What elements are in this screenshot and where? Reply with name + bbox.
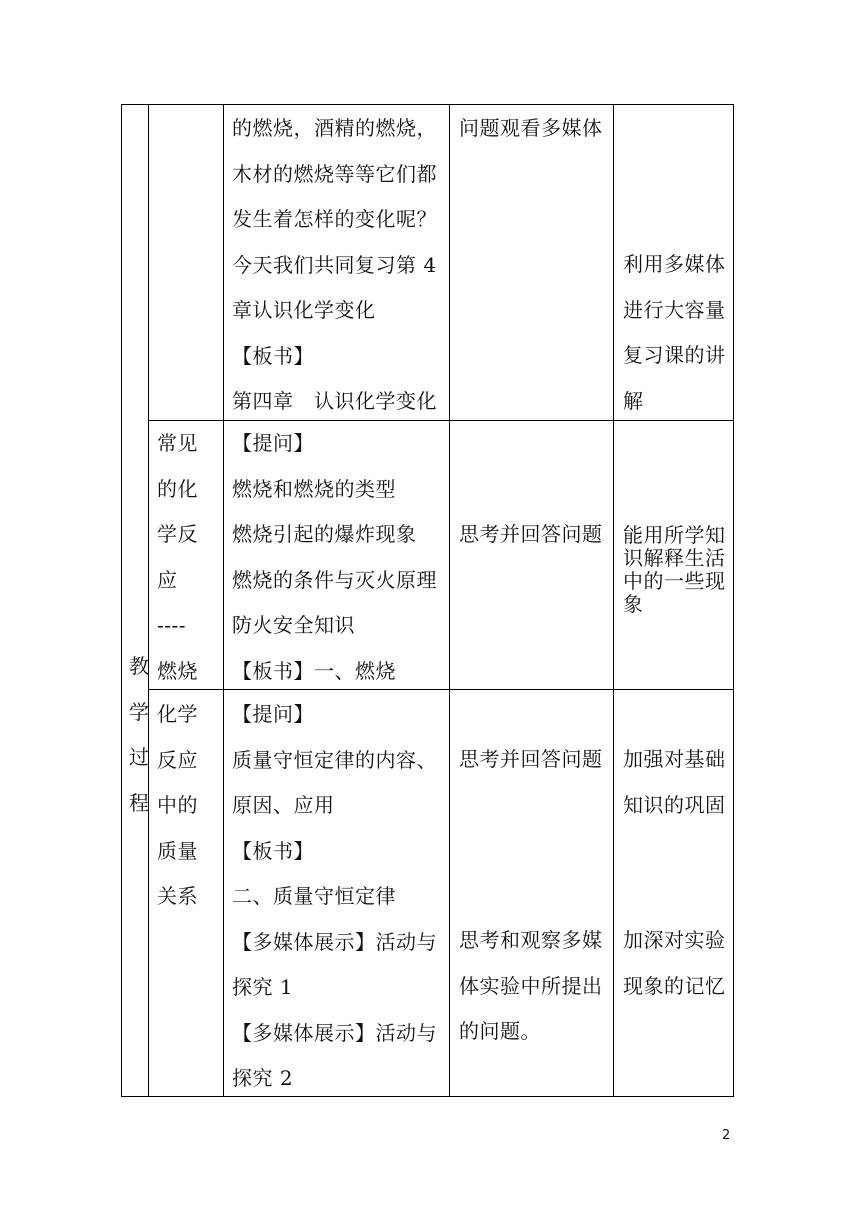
text-line: 思考和观察多媒: [459, 928, 603, 952]
text-line: 木材的燃烧等等它们都: [232, 161, 437, 186]
text-line: 化学: [157, 702, 198, 726]
text-line: 质量: [157, 838, 198, 863]
text-line: 的化: [157, 476, 198, 501]
text-line: 加深对实验: [623, 928, 726, 952]
text-line: 【板书】: [232, 838, 314, 863]
text-line: 关系: [157, 884, 198, 908]
text-line: 解: [623, 388, 644, 413]
text-line: 的燃烧，酒精的燃烧，: [232, 116, 437, 140]
section-label-char: 程: [129, 790, 150, 815]
text-line: 章认识化学变化: [232, 298, 376, 322]
text-line: 进行大容量: [623, 297, 726, 322]
text-line: 知识的巩固: [623, 792, 726, 817]
table-left-border: [121, 104, 122, 1097]
text-line: 原因、应用: [232, 793, 335, 817]
text-line: 复习课的讲: [623, 343, 726, 367]
row1-student-activity: [459, 106, 603, 152]
text-line: 燃烧引起的爆炸现象: [232, 522, 417, 546]
text-line: 【多媒体展示】活动与: [232, 1020, 437, 1045]
text-line: 发生着怎样的变化呢？: [232, 207, 437, 231]
text-line: 【板书】一、燃烧: [232, 658, 396, 683]
text-line: 学反: [157, 522, 198, 546]
text-line: 现象的记忆: [623, 973, 726, 998]
text-line: 加强对基础: [623, 747, 726, 771]
table-top-border: [121, 104, 734, 105]
text-line: 常见: [157, 431, 198, 455]
row2-topic: [157, 421, 198, 694]
text-line: 今天我们共同复习第 4: [232, 252, 437, 277]
text-line: 探究 1: [232, 975, 294, 999]
text-line: 识解释生活: [623, 546, 726, 570]
table-right-border: [733, 104, 734, 1097]
col-divider-student: [449, 104, 450, 1097]
text-line: 思考并回答问题: [459, 522, 603, 546]
text-line: 利用多媒体: [623, 252, 726, 276]
row2-student-activity: [459, 512, 603, 558]
row1-design-intent: [623, 242, 726, 424]
text-line: 燃烧: [157, 658, 198, 683]
text-line: 防火安全知识: [232, 613, 355, 637]
text-line: 二、质量守恒定律: [232, 884, 396, 908]
text-line: 【多媒体展示】活动与: [232, 929, 437, 954]
row2-teacher-activity: [232, 421, 437, 694]
row3-design-intent-a: [623, 737, 726, 828]
text-line: ----: [157, 613, 187, 637]
col-divider-teacher: [223, 104, 224, 1097]
text-line: 问题观看多媒体: [459, 116, 603, 140]
text-line: 的问题。: [459, 1019, 541, 1043]
text-line: 探究 2: [232, 1066, 294, 1090]
row3-teacher-activity: [232, 692, 437, 1102]
col-divider-topic: [148, 104, 149, 1097]
text-line: 应: [157, 567, 178, 592]
text-line: 思考并回答问题: [459, 747, 603, 771]
text-line: 【提问】: [232, 702, 314, 726]
page-number: 2: [722, 1128, 731, 1143]
text-line: 象: [623, 592, 644, 616]
row3-student-activity-a: [459, 737, 603, 783]
text-line: 中的: [157, 793, 198, 817]
row1-teacher-activity: [232, 106, 437, 425]
row3-student-activity-b: [459, 918, 603, 1055]
text-line: 【板书】: [232, 343, 314, 368]
row3-design-intent-b: [623, 918, 726, 1009]
text-line: 中的一些现: [623, 569, 726, 593]
text-line: 反应: [157, 747, 198, 772]
section-label-char: 学: [129, 699, 150, 724]
text-line: 体实验中所提出: [459, 973, 603, 998]
text-line: 燃烧的条件与灭火原理: [232, 567, 437, 592]
section-label-char: 过: [129, 745, 150, 769]
col-divider-goal: [613, 104, 614, 1097]
row3-topic: [157, 692, 198, 920]
section-label-char: 教: [129, 654, 150, 678]
text-line: 第四章 认识化学变化: [232, 389, 437, 413]
text-line: 能用所学知: [623, 523, 726, 547]
text-line: 燃烧和燃烧的类型: [232, 476, 396, 501]
text-line: 【提问】: [232, 431, 314, 455]
row2-design-intent: [623, 524, 726, 616]
text-line: 质量守恒定律的内容、: [232, 747, 437, 772]
section-label: [129, 644, 150, 826]
